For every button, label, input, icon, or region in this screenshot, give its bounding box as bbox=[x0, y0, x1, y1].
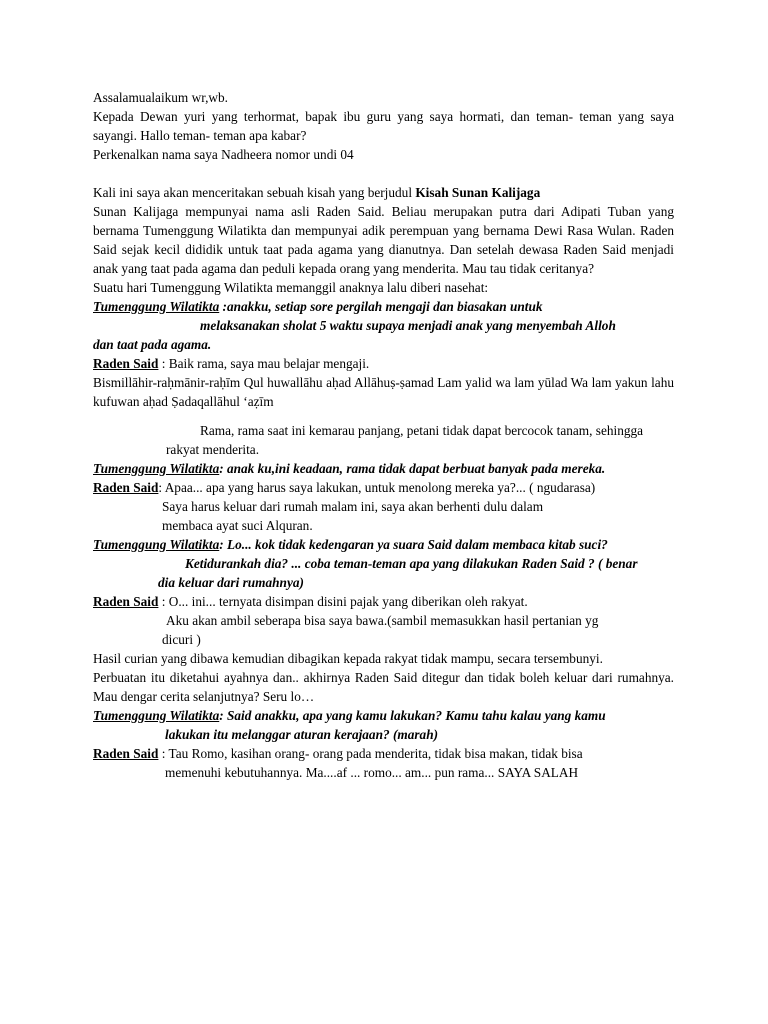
recitation-paragraph: Bismillāhir-raḥmānir-raḥīm Qul huwallāhu aḥad Allāhuṣ-ṣamad Lam yalid wa lam yūlad Wa lam yakun lahu kufuwan aḥad Ṣadaqallāhul ‘aẓīm bbox=[93, 375, 674, 409]
dialogue-text: : Tau Romo, kasihan orang- orang pada menderita, tidak bisa makan, tidak bisa bbox=[158, 746, 583, 761]
dialogue-text: : Baik rama, saya mau belajar mengaji. bbox=[158, 356, 370, 371]
dialogue-text: :anakku, setiap sore pergilah mengaji dan biasakan untuk bbox=[219, 299, 543, 314]
dialogue-continuation: melaksanakan sholat 5 waktu supaya menjadi anak yang menyembah Alloh bbox=[200, 318, 616, 333]
dialogue-text: : Apaa... apa yang harus saya lakukan, untuk menolong mereka ya?... ( ngudarasa) bbox=[158, 480, 596, 495]
dialogue-continuation: Ketidurankah dia? ... coba teman-teman apa yang dilakukan Raden Said ? ( benar bbox=[185, 556, 638, 571]
intro-name: Perkenalkan nama saya Nadheera nomor undi 04 bbox=[93, 147, 354, 162]
intro-paragraph: Kepada Dewan yuri yang terhormat, bapak ibu guru yang saya hormati, dan teman- teman yang saya sayangi. Hallo teman- teman apa kabar? bbox=[93, 109, 674, 143]
speaker-name: Raden Said bbox=[93, 480, 159, 495]
spacer bbox=[93, 164, 674, 183]
narration-paragraph: Perbuatan itu diketahui ayahnya dan.. akhirnya Raden Said ditegur dan tidak boleh keluar dari rumahnya. Mau dengar cerita selanjutnya? Seru lo… bbox=[93, 670, 674, 704]
dialogue-continuation: Saya harus keluar dari rumah malam ini, saya akan berhenti dulu dalam bbox=[162, 499, 544, 514]
dialogue-text: : anak ku,ini keadaan, rama tidak dapat berbuat banyak pada mereka. bbox=[219, 461, 606, 476]
dialogue-line bbox=[93, 706, 674, 725]
story-intro-text: Kali ini saya akan menceritakan sebuah kisah yang berjudul bbox=[93, 185, 416, 200]
dialogue-line bbox=[93, 478, 674, 497]
dialogue-continuation: rakyat menderita. bbox=[166, 442, 260, 457]
dialogue-line bbox=[93, 354, 674, 373]
dialogue-continuation: dia keluar dari rumahnya) bbox=[158, 575, 304, 590]
narration-line: Suatu hari Tumenggung Wilatikta memanggil anaknya lalu diberi nasehat: bbox=[93, 280, 489, 295]
dialogue-continuation: lakukan itu melanggar aturan kerajaan? (marah) bbox=[165, 727, 439, 742]
speaker-name: Tumenggung Wilatikta bbox=[93, 461, 220, 476]
narration-paragraph: Hasil curian yang dibawa kemudian dibagikan kepada rakyat tidak mampu, secara tersembunyi. bbox=[93, 651, 603, 666]
speaker-name: Raden Said bbox=[93, 356, 159, 371]
spacer bbox=[93, 411, 674, 421]
dialogue-continuation: memenuhi kebutuhannya. Ma....af ... romo... am... pun rama... SAYA SALAH bbox=[165, 765, 579, 780]
greeting: Assalamualaikum wr,wb. bbox=[93, 90, 228, 105]
dialogue-line bbox=[93, 459, 674, 478]
speaker-name: Tumenggung Wilatikta bbox=[93, 537, 220, 552]
speaker-name: Tumenggung Wilatikta bbox=[93, 708, 220, 723]
dialogue-continuation: membaca ayat suci Alquran. bbox=[162, 518, 313, 533]
dialogue-line bbox=[93, 297, 674, 316]
story-intro-line bbox=[93, 183, 674, 202]
speaker-name: Tumenggung Wilatikta bbox=[93, 299, 220, 314]
dialogue-continuation: Rama, rama saat ini kemarau panjang, petani tidak dapat bercocok tanam, sehingga bbox=[200, 423, 644, 438]
dialogue-line bbox=[93, 744, 674, 763]
document-body bbox=[93, 88, 674, 782]
dialogue-continuation: dicuri ) bbox=[162, 632, 201, 647]
story-title: Kisah Sunan Kalijaga bbox=[415, 185, 541, 200]
dialogue-text: : O... ini... ternyata disimpan disini pajak yang diberikan oleh rakyat. bbox=[158, 594, 528, 609]
speaker-name: Raden Said bbox=[93, 746, 159, 761]
dialogue-continuation: Aku akan ambil seberapa bisa saya bawa.(sambil memasukkan hasil pertanian yg bbox=[166, 613, 599, 628]
dialogue-line bbox=[93, 535, 674, 554]
dialogue-text: : Lo... kok tidak kedengaran ya suara Said dalam membaca kitab suci? bbox=[219, 537, 608, 552]
narration-paragraph: Sunan Kalijaga mempunyai nama asli Raden Said. Beliau merupakan putra dari Adipati Tuban yang bernama Tumenggung Wilatikta dan mempunyai adik perempuan yang bernama Dewi Rasa Wulan. Raden Said sejak kecil dididik untuk taat pada agama yang dianutnya. Dan setelah dewasa Raden Said menjadi anak yang taat pada agama dan peduli kepada orang yang menderita. Mau tau tidak ceritanya? bbox=[93, 204, 674, 276]
speaker-name: Raden Said bbox=[93, 594, 159, 609]
dialogue-line bbox=[93, 592, 674, 611]
dialogue-continuation: dan taat pada agama. bbox=[93, 337, 212, 352]
dialogue-text: : Said anakku, apa yang kamu lakukan? Kamu tahu kalau yang kamu bbox=[219, 708, 606, 723]
